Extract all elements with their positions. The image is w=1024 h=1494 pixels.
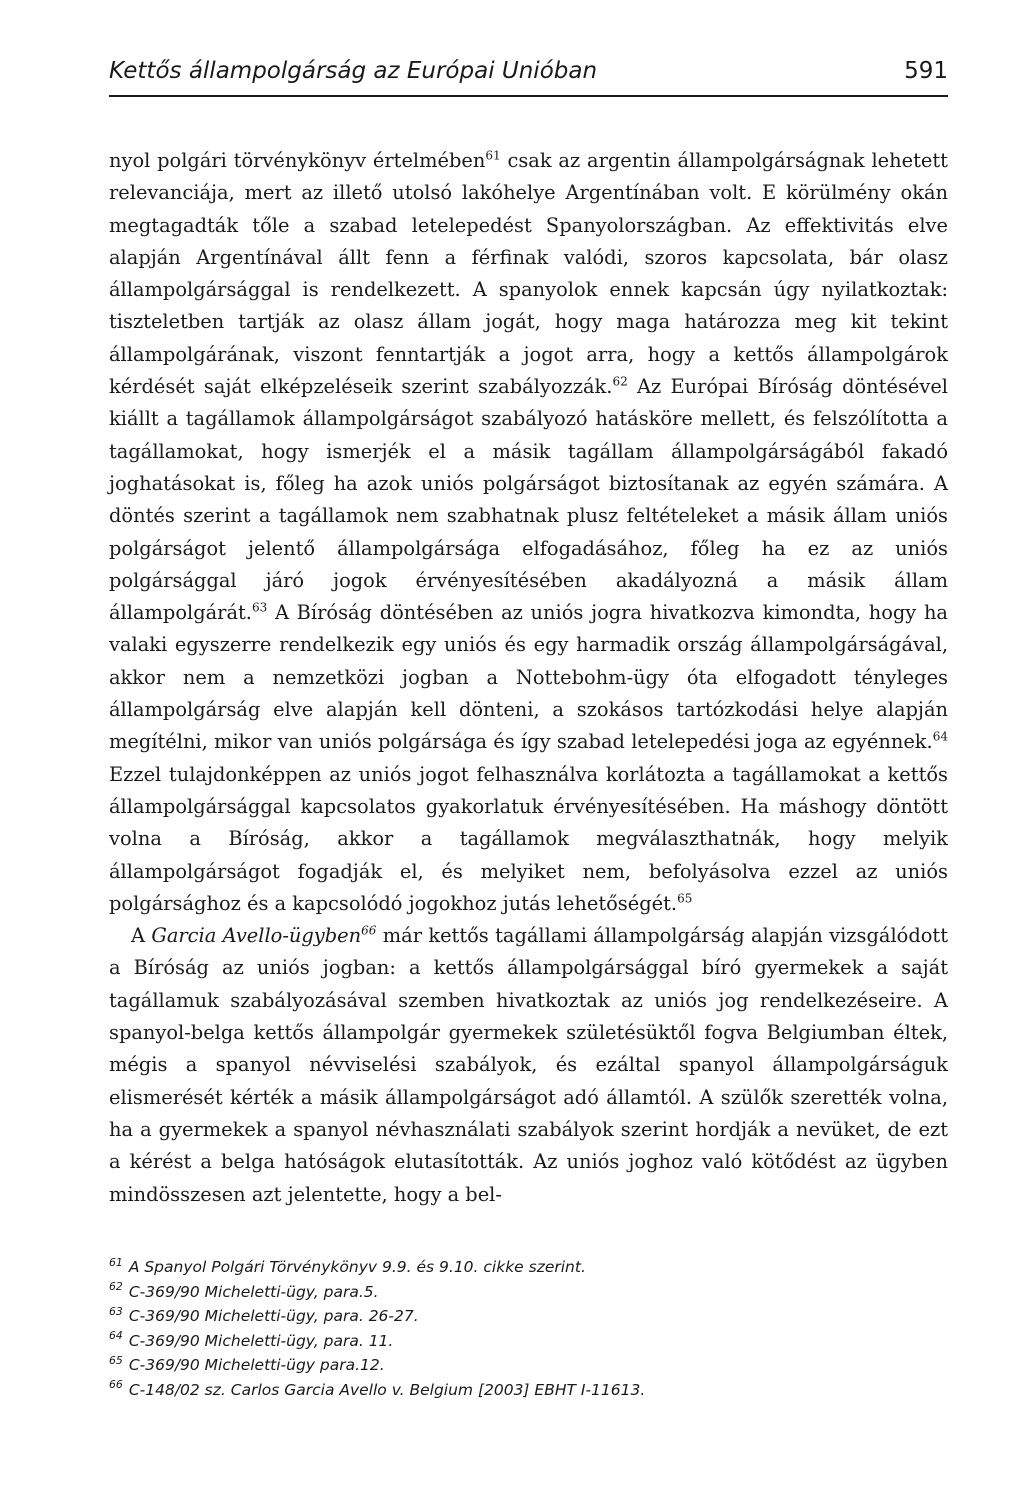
footnote-number: 65	[109, 1353, 123, 1367]
footnote-64	[109, 1329, 948, 1354]
running-head	[109, 58, 948, 84]
footnote-text: C-369/90 Micheletti-ügy, para. 26-27.	[128, 1307, 419, 1325]
footnote-ref-66: 66	[361, 923, 377, 938]
footnote-62	[109, 1280, 948, 1305]
footnote-text: C-148/02 sz. Carlos Garcia Avello v. Belgium [2003] EBHT I-11613.	[128, 1380, 646, 1399]
case-name-text: Garcia Avello-ügyben	[151, 924, 362, 948]
footnote-66	[109, 1378, 948, 1403]
footnote-ref-63: 63	[251, 600, 268, 615]
footnote-text: C-369/90 Micheletti-ügy, para. 11.	[128, 1331, 394, 1350]
text-run: A	[131, 924, 152, 948]
paragraph-1	[109, 145, 948, 920]
case-name	[151, 924, 376, 947]
body-text	[109, 145, 948, 1211]
footnotes	[109, 1255, 948, 1402]
text-run: csak az argentin állampolgárságnak lehetett relevanciája, mert az illető utolsó lakóhelye Argentínában volt. E körülmény okán megtagadták tőle a szabad letelepedést Spanyolországban. Az effektivitás elve alapján Argentínával állt fenn a férfinak valódi, szoros kapcsolata, bár olasz állampolgársággal is rendelkezett. A spanyolok ennek kapcsán úgy nyilatkoztak: tiszteletben tartják az olasz állam jogát, hogy maga határozza meg kit tekint állampolgárának, viszont fenntartják a jogot arra, hogy a kettős állampolgárok kérdését saját elképzeléseik szerint szabályozzák.	[109, 149, 948, 399]
footnote-text: A Spanyol Polgári Törvénykönyv 9.9. és 9.10. cikke szerint.	[128, 1258, 586, 1276]
footnote-number: 63	[109, 1304, 123, 1318]
footnote-ref-62: 62	[612, 374, 628, 389]
running-title: Kettős állampolgárság az Európai Unióban	[109, 58, 598, 84]
footnote-text: C-369/90 Micheletti-ügy para.12.	[128, 1356, 385, 1374]
footnote-ref-64: 64	[932, 729, 948, 744]
footnote-63	[109, 1304, 948, 1329]
footnote-61	[109, 1255, 948, 1280]
paragraph-2	[109, 920, 948, 1211]
text-run: A Bíróság döntésében az uniós jogra hivatkozva kimondta, hogy ha valaki egyszerre rendelkezik egy uniós és egy harmadik ország állampolgárságával, akkor nem a nemzetközi jogban a Nottebohm-ügy óta elfogadott tényleges állampolgárság elve alapján kell dönteni, a szokásos tartózkodási helye alapján megítélni, mikor van uniós polgársága és így szabad letelepedési joga az egyénnek.	[109, 601, 948, 754]
text-run: nyol polgári törvénykönyv értelmében	[109, 149, 486, 172]
footnote-number: 66	[109, 1378, 123, 1392]
text-run: Az Európai Bíróság döntésével kiállt a tagállamok állampolgárságot szabályozó hatásköre mellett, és felszólította a tagállamokat, hogy ismerjék el a másik tagállam állampolgárságából fakadó joghatásokat is, főleg ha azok uniós polgárságot biztosítanak az egyén számára. A döntés szerint a tagállamok nem szabhatnak plusz feltételeket a másik állam uniós polgárságot jelentő állampolgársága elfogadásához, főleg ha ez az uniós polgársággal járó jogok érvényesítésében akadályozná a másik állam állampolgárát.	[109, 375, 948, 625]
footnote-number: 61	[109, 1255, 123, 1269]
footnote-ref-61: 61	[485, 148, 501, 163]
footnote-ref-65: 65	[677, 891, 693, 906]
text-run: Ezzel tulajdonképpen az uniós jogot felhasználva korlátozta a tagállamokat a kettős állampolgársággal kapcsolatos gyakorlatuk érvényesítésében. Ha máshogy döntött volna a Bíróság, akkor a tagállamok megválaszthatnák, hogy melyik állampolgárságot fogadják el, és melyiket nem, befolyásolva ezzel az uniós polgársághoz és a kapcsolódó jogokhoz jutás lehetőségét.	[109, 762, 948, 915]
footnote-number: 62	[109, 1280, 123, 1294]
footnote-text: C-369/90 Micheletti-ügy, para.5.	[128, 1282, 379, 1301]
page-number: 591	[904, 58, 948, 84]
footnote-65	[109, 1353, 948, 1378]
text-run: már kettős tagállami állampolgárság alapján vizsgálódott a Bíróság az uniós jogban: a kettős állampolgársággal bíró gyermekek a saját tagállamuk szabályozásával szemben hivatkoztak az uniós jog rendelkezéseire. A spanyol-belga kettős állampolgár gyermekek születésüktől fogva Belgiumban éltek, mégis a spanyol névviselési szabályok, és ezáltal spanyol állampolgárságuk elismerését kérték a másik állampolgárságot adó államtól. A szülők szerették volna, ha a gyermekek a spanyol névhasználati szabályok szerint hordják a nevüket, de ezt a kérést a belga hatóságok elutasították. Az uniós joghoz való kötődést az ügyben mindösszesen azt jelentette, hogy a bel-	[109, 924, 948, 1206]
footnote-number: 64	[109, 1329, 123, 1343]
header-rule	[109, 95, 948, 97]
